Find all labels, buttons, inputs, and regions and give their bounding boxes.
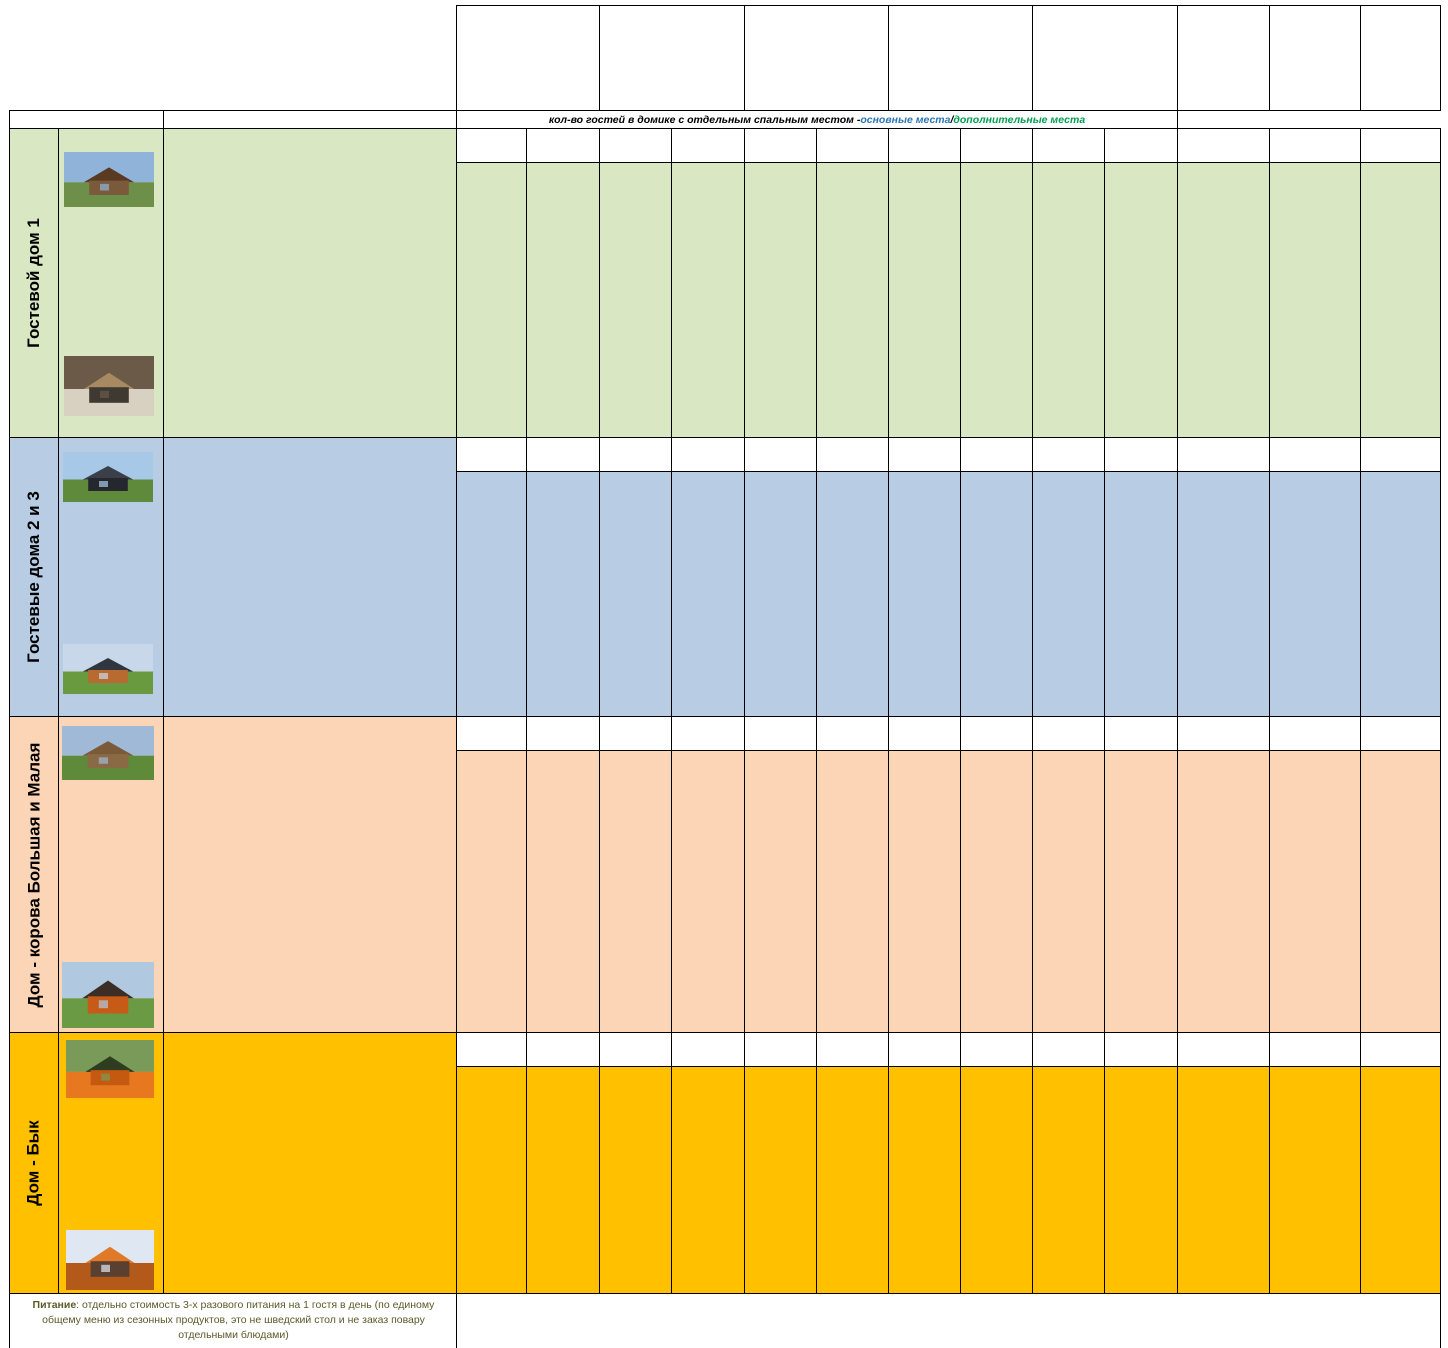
price-cell — [599, 162, 672, 438]
price-cell — [1104, 750, 1178, 1033]
price-cell — [599, 1066, 672, 1294]
house-description — [163, 1032, 457, 1294]
guest-range — [960, 1032, 1033, 1067]
guests-note — [456, 110, 1178, 129]
price-cell — [1032, 162, 1105, 438]
price-cell — [456, 471, 527, 717]
price-cell — [1104, 471, 1178, 717]
house-title-cell — [9, 716, 59, 1033]
price-cell — [1104, 162, 1178, 438]
any-guests-label — [1269, 128, 1361, 163]
full-board-price — [456, 1293, 1441, 1348]
any-guests-label — [1269, 437, 1361, 472]
house-description — [163, 716, 457, 1033]
house-title: Дом - Бык — [24, 1120, 44, 1206]
food-text: : отдельно стоимость 3-х разового питания на 1 гостя в день (по единому общему меню из сезонных продуктов, это не шведский стол и не заказ повару отдельными блюдами) — [42, 1299, 435, 1341]
any-guests-label — [1360, 437, 1441, 472]
house-title: Гостевые дома 2 и 3 — [24, 491, 43, 663]
period-header-5 — [1032, 5, 1178, 111]
guest-range — [744, 437, 817, 472]
price-cell — [1269, 1066, 1361, 1294]
guest-range — [744, 1032, 817, 1067]
price-cell — [456, 1066, 527, 1294]
house-photo-1 — [62, 726, 154, 780]
guest-range — [1104, 437, 1178, 472]
house-photo-2 — [66, 1230, 154, 1290]
any-guests-label — [1360, 716, 1441, 751]
guest-range — [526, 437, 600, 472]
price-cell — [1177, 1066, 1270, 1294]
price-cell — [1104, 1066, 1178, 1294]
price-cell — [456, 750, 527, 1033]
guest-range — [960, 437, 1033, 472]
price-cell — [1032, 471, 1105, 717]
guest-range — [526, 1032, 600, 1067]
house-title: Дом - корова Большая и Малая — [24, 742, 43, 1007]
guest-range — [1032, 128, 1105, 163]
food-label: Питание — [32, 1299, 77, 1311]
house-photo-1 — [63, 452, 153, 502]
guest-range — [526, 128, 600, 163]
house-description — [163, 128, 457, 438]
price-cell — [744, 162, 817, 438]
house-description — [163, 437, 457, 717]
guest-range — [456, 1032, 527, 1067]
guest-range — [671, 1032, 745, 1067]
price-cell — [960, 471, 1033, 717]
price-cell — [1269, 750, 1361, 1033]
guest-range — [526, 716, 600, 751]
price-cell — [888, 1066, 961, 1294]
guest-range — [1032, 437, 1105, 472]
guest-range — [816, 716, 889, 751]
price-cell — [960, 162, 1033, 438]
price-cell — [526, 750, 600, 1033]
price-cell — [526, 471, 600, 717]
price-cell — [816, 162, 889, 438]
guest-range — [1104, 716, 1178, 751]
guest-range — [960, 716, 1033, 751]
period-header-7 — [1269, 5, 1361, 111]
price-cell — [1360, 750, 1441, 1033]
guest-range — [456, 716, 527, 751]
price-cell — [1032, 1066, 1105, 1294]
guest-range — [456, 128, 527, 163]
price-cell — [671, 162, 745, 438]
price-cell — [1360, 471, 1441, 717]
period-header-2 — [599, 5, 745, 111]
guest-range — [888, 437, 961, 472]
period-header-1 — [456, 5, 600, 111]
any-guests-label — [1360, 1032, 1441, 1067]
guest-range — [599, 128, 672, 163]
price-cell — [888, 471, 961, 717]
period-header-3 — [744, 5, 889, 111]
guest-range — [671, 128, 745, 163]
price-cell — [1360, 1066, 1441, 1294]
guest-range — [1104, 1032, 1178, 1067]
house-name — [60, 520, 162, 628]
any-guests-label — [1360, 128, 1441, 163]
price-cell — [816, 471, 889, 717]
any-guests-label — [1177, 1032, 1270, 1067]
house-name — [60, 1088, 162, 1234]
price-cell — [960, 1066, 1033, 1294]
any-guests-label — [1269, 1032, 1361, 1067]
price-cell — [526, 1066, 600, 1294]
house-name — [60, 228, 162, 348]
house-photo-1 — [66, 1040, 154, 1098]
guests-note-guests-note-extra: дополнительные места — [953, 113, 1086, 126]
price-cell — [888, 162, 961, 438]
price-cell — [1032, 750, 1105, 1033]
price-cell — [960, 750, 1033, 1033]
price-cell — [456, 162, 527, 438]
guest-range — [744, 128, 817, 163]
house-photo-2 — [62, 962, 154, 1028]
guests-note-guests-note-sep: / — [950, 113, 954, 126]
price-cell — [744, 1066, 817, 1294]
price-cell — [1269, 162, 1361, 438]
house-name-header — [9, 110, 164, 129]
period-header-6 — [1177, 5, 1270, 111]
guest-range — [456, 437, 527, 472]
guest-range — [888, 716, 961, 751]
price-cell — [671, 1066, 745, 1294]
guest-range — [816, 1032, 889, 1067]
price-cell — [671, 471, 745, 717]
any-guests-label — [1177, 716, 1270, 751]
guest-range — [816, 437, 889, 472]
house-name — [60, 800, 162, 948]
price-cell — [744, 750, 817, 1033]
price-cell — [599, 471, 672, 717]
guest-range — [744, 716, 817, 751]
price-cell — [1177, 162, 1270, 438]
guests-note-guests-note-prefix: кол-во гостей в домике с отдельным спальным местом - — [548, 113, 861, 126]
guest-range — [1032, 1032, 1105, 1067]
house-photo-1 — [64, 152, 154, 207]
period-header-4 — [888, 5, 1033, 111]
guest-range — [1032, 716, 1105, 751]
guest-range — [816, 128, 889, 163]
guest-range — [599, 437, 672, 472]
any-guests-label — [1177, 437, 1270, 472]
guest-range — [671, 716, 745, 751]
house-photo-2 — [64, 356, 154, 416]
house-title-cell — [9, 1032, 59, 1294]
food-note — [9, 1293, 457, 1348]
price-cell — [1360, 162, 1441, 438]
any-guests-label — [1177, 128, 1270, 163]
house-title-cell — [9, 437, 59, 717]
price-cell — [1177, 750, 1270, 1033]
guests-note-guests-note-main: основные места — [860, 113, 951, 126]
guest-range — [599, 1032, 672, 1067]
period-header-8 — [1360, 5, 1441, 111]
any-guests-label — [1269, 716, 1361, 751]
house-description-header — [163, 110, 457, 129]
price-cell — [816, 1066, 889, 1294]
guest-range — [960, 128, 1033, 163]
guest-range — [888, 128, 961, 163]
price-cell — [671, 750, 745, 1033]
price-cell — [599, 750, 672, 1033]
guest-range — [1104, 128, 1178, 163]
price-cell — [1269, 471, 1361, 717]
price-cell — [1177, 471, 1270, 717]
guest-range — [599, 716, 672, 751]
price-cell — [888, 750, 961, 1033]
price-cell — [526, 162, 600, 438]
guest-range — [888, 1032, 961, 1067]
house-title: Гостевой дом 1 — [24, 218, 43, 348]
price-cell — [744, 471, 817, 717]
guest-range — [671, 437, 745, 472]
house-photo-2 — [63, 644, 153, 694]
house-title-cell — [9, 128, 59, 438]
price-cell — [816, 750, 889, 1033]
